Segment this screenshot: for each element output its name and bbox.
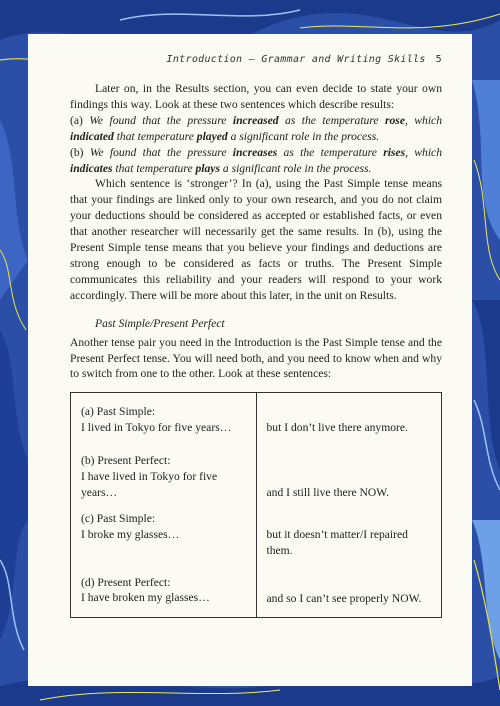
example-b-text: a significant role in the process.: [219, 161, 372, 175]
paragraph-results: Later on, in the Results section, you can even decide to state your own findings this way. Look at these two sentences which describe results:: [70, 82, 442, 111]
example-a-verb: played: [196, 129, 228, 143]
page-content: [70, 81, 442, 618]
table-row: [71, 559, 442, 618]
example-sentence: I have lived in Tokyo for five years…: [81, 469, 218, 499]
paragraph-tense-pair: Another tense pair you need in the Introduction is the Past Simple tense and the Present Perfect tense. You will need both, and you need to know when and why to switch from one to the other. Look at these sentences:: [70, 335, 442, 381]
tense-label: (c) Past Simple:: [81, 512, 156, 526]
paragraph-stronger: Which sentence is ‘stronger’? In (a), using the Past Simple tense means that your findings are linked only to your own research, and you do not claim your deductions should be considered as accepted or established facts, or even that another researcher will necessarily get the same results. In (b), using the Present Simple tense means that you believe your findings and deductions are strong enough to be considered as facts or truths. The Present Simple communicates this reliability and your readers will respond to your work accordingly. There will be more about this later, in the unit on Results.: [70, 177, 442, 302]
example-sentence: I lived in Tokyo for five years…: [81, 420, 232, 434]
example-sentence: I broke my glasses…: [81, 527, 180, 541]
example-b-text: as the temperature: [277, 145, 384, 159]
example-a-verb: indicated: [70, 129, 114, 143]
example-a-label: (a): [70, 113, 83, 127]
running-header: [167, 54, 442, 65]
result-cell: but I don’t live there anymore.: [266, 421, 408, 435]
tense-comparison-table: [70, 392, 442, 617]
example-b-verb: rises: [383, 145, 406, 159]
subheading-past-simple-present-perfect: Past Simple/Present Perfect: [95, 316, 225, 330]
table-row: [71, 444, 442, 501]
page-number: 5: [435, 54, 442, 65]
table-row: [71, 393, 442, 445]
table-row: [71, 501, 442, 558]
example-a-verb: rose: [385, 113, 405, 127]
result-cell: and so I can’t see properly NOW.: [266, 591, 422, 605]
example-sentence-a: [70, 113, 442, 145]
example-a-text: a significant role in the process.: [227, 129, 380, 143]
example-sentence-b: [70, 145, 442, 177]
example-a-verb: increased: [232, 113, 279, 127]
example-b-label: (b): [70, 145, 84, 159]
tense-label: (a) Past Simple:: [81, 405, 156, 419]
header-title: Introduction — Grammar and Writing Skills: [166, 54, 426, 65]
example-b-text: We found that the pressure: [89, 145, 233, 159]
example-a-text: , which: [404, 113, 442, 127]
example-b-verb: plays: [195, 161, 220, 175]
book-page: [28, 34, 472, 686]
example-b-text: that temperature: [112, 161, 196, 175]
result-cell: but it doesn’t matter/I repaired them.: [266, 528, 408, 557]
example-sentence: I have broken my glasses…: [81, 591, 210, 605]
tense-label: (b) Present Perfect:: [81, 454, 171, 468]
result-cell: and I still live there NOW.: [266, 486, 390, 500]
example-a-text: that temperature: [113, 129, 197, 143]
example-a-text: as the temperature: [278, 113, 385, 127]
example-b-text: , which: [405, 145, 442, 159]
example-b-verb: indicates: [70, 161, 113, 175]
tense-label: (d) Present Perfect:: [81, 575, 171, 589]
example-a-text: We found that the pressure: [89, 113, 233, 127]
example-b-verb: increases: [232, 145, 278, 159]
